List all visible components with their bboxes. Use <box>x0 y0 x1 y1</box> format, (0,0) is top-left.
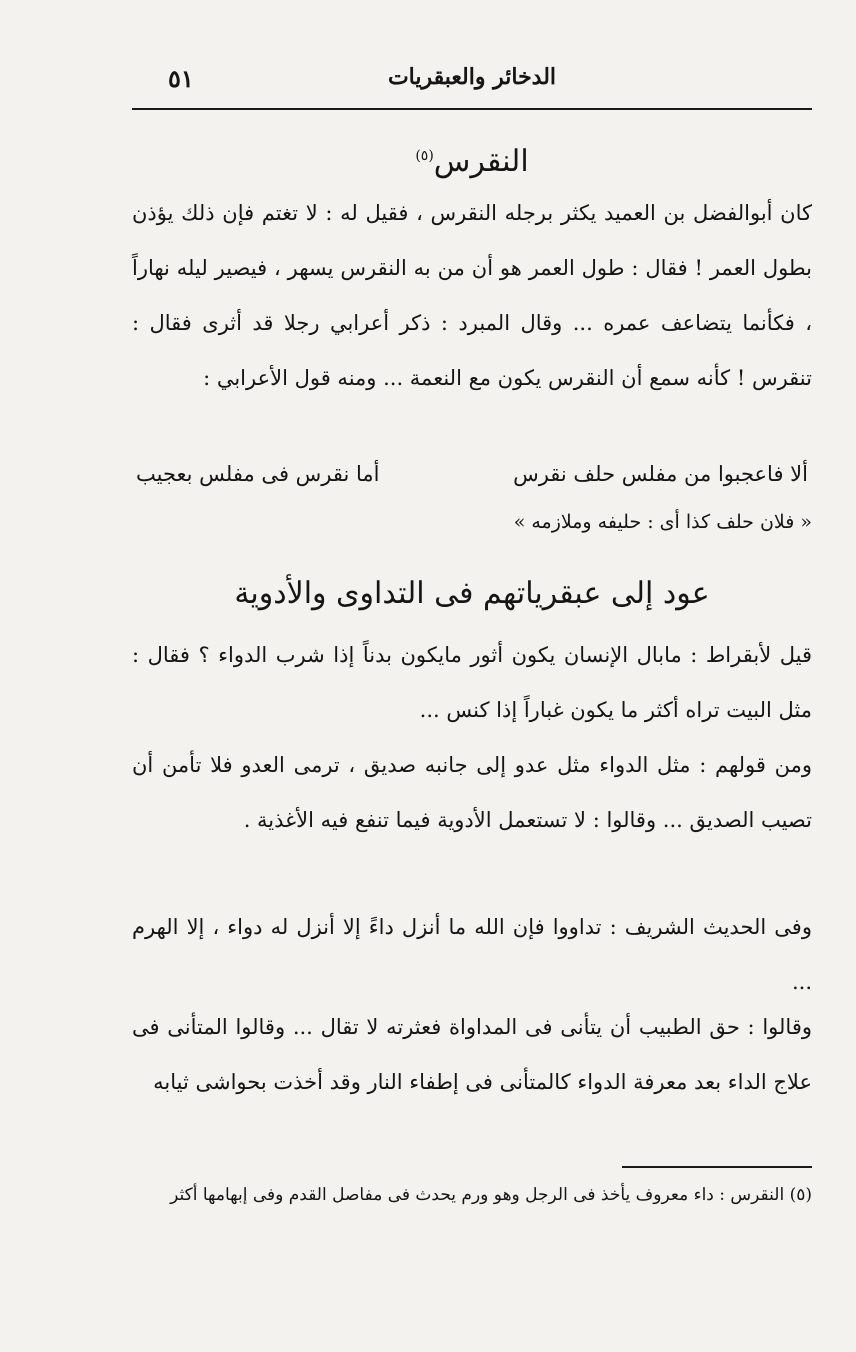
verse-second-hemistich: أما نقرس فى مفلس بعجيب <box>136 462 380 486</box>
page-header <box>132 60 812 106</box>
hippocrates-paragraph: قيل لأبقراط : مابال الإنسان يكون أثور مايكون بدناً إذا شرب الدواء ؟ فقال : مثل البيت تراه أكثر ما يكون غباراً إذا كنس ... <box>132 643 812 722</box>
verse-first-hemistich: ألا فاعجبوا من مفلس حلف نقرس <box>513 462 808 486</box>
section-title-gout-text: النقرس <box>433 144 529 179</box>
medicine-enemy-paragraph: ومن قولهم : مثل الدواء مثل عدو إلى جانبه صديق ، ترمى العدو فلا تأمن أن تصيب الصديق ... وقالوا : لا تستعمل الأدوية فيما تنفع فيه الأغذية . <box>132 753 812 832</box>
verse-block <box>132 448 812 544</box>
verse-gloss: « فلان حلف كذا أى : حليفه وملازمه » <box>513 511 812 533</box>
running-title: الدخائر والعبقريات <box>387 64 557 90</box>
gout-paragraph: كان أبوالفضل بن العميد يكثر برجله النقرس ، فقيل له : لا تغتم فإن ذلك يؤذن بطول العمر ! فقال : طول العمر هو أن من به النقرس يسهر ، فيصير ليله نهاراً ، فكأنما يتضاعف عمره ... وقال المبرد : ذكر أعرابي رجلا قد أثرى فقال : تنقرس ! كأنه سمع أن النقرس يكون مع النعمة ... ومنه قول الأعرابي : <box>132 201 812 390</box>
gout-paragraph-block <box>132 186 812 406</box>
physician-patience-paragraph-block <box>132 1000 812 1110</box>
header-rule <box>132 108 812 110</box>
hippocrates-paragraph-block <box>132 628 812 738</box>
section-title-remedies: عود إلى عبقرياتهم فى التداوى والأدوية <box>234 576 710 611</box>
section-title-gout <box>132 136 812 182</box>
medicine-enemy-paragraph-block <box>132 738 812 848</box>
physician-patience-paragraph: وقالوا : حق الطبيب أن يتأنى فى المداواة فعثرته لا تقال ... وقالوا المتأنى فى علاج الداء بعد معرفة الدواء كالمتأنى فى إطفاء النار وقد أخذت بحواشى ثيابه <box>132 1015 812 1094</box>
page-number: ٥١ <box>168 64 194 93</box>
hadith-paragraph: وفى الحديث الشريف : تداووا فإن الله ما أنزل داءً إلا أنزل له دواء ، إلا الهرم ... <box>132 915 812 994</box>
verse-line <box>132 448 812 500</box>
footnote-marker: (٥) <box>415 148 434 164</box>
hadith-paragraph-block <box>132 900 812 1010</box>
footnote-rule <box>622 1166 812 1168</box>
footnote: (٥) النقرس : داء معروف يأخذ فى الرجل وهو ورم يحدث فى مفاصل القدم وفى إبهامها أكثر <box>170 1185 812 1205</box>
